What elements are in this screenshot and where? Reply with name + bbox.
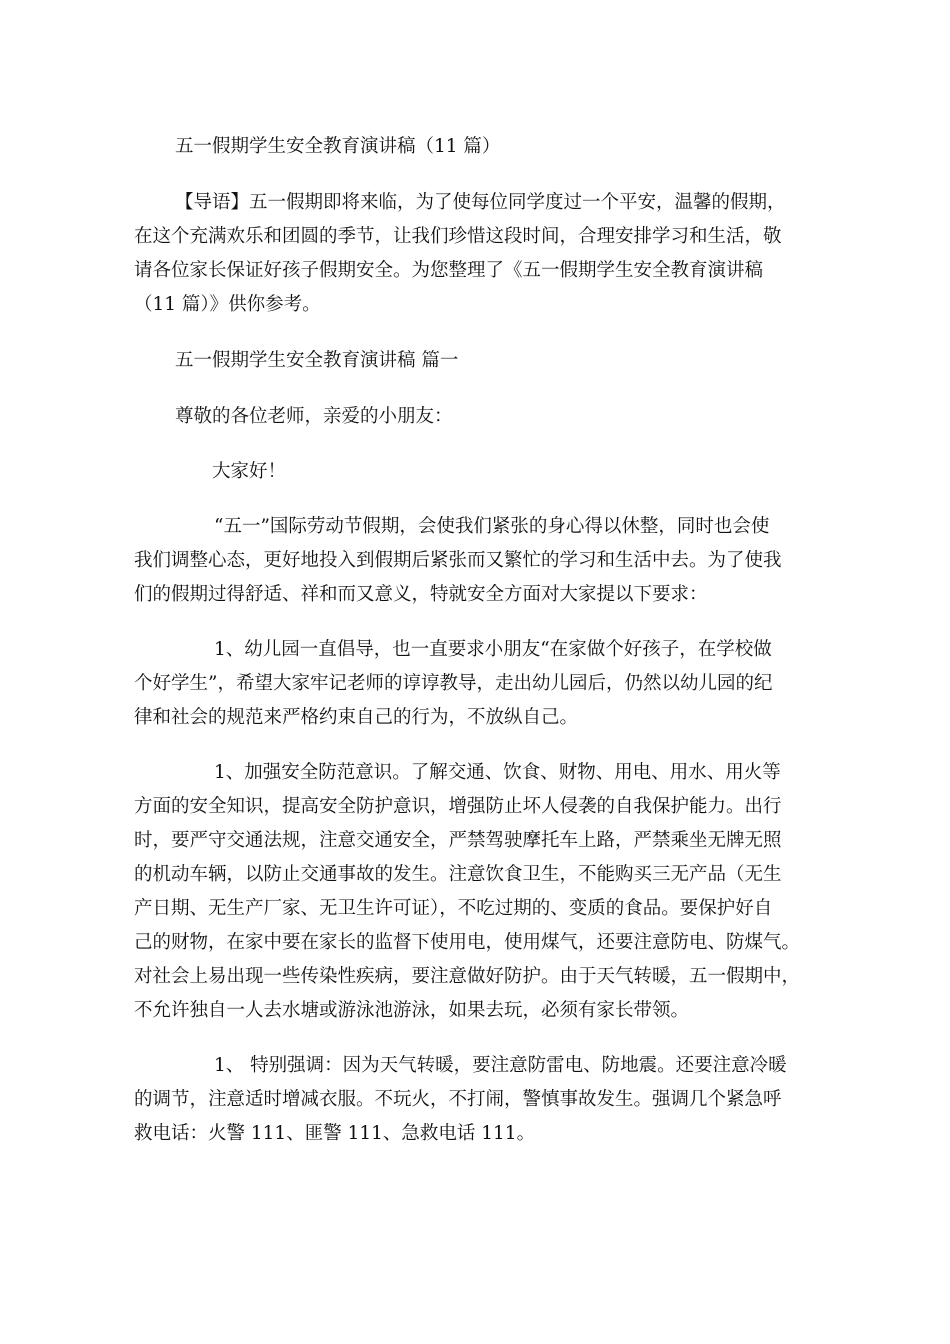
paragraph-line: 的调节，注意适时增减衣服。不玩火，不打闹，警慎事故发生。强调几个紧急呼 xyxy=(134,1089,782,1110)
paragraph-line: 们的假期过得舒适、祥和而又意义，特就安全方面对大家提以下要求： xyxy=(134,584,708,605)
intro-line: 请各位家长保证好孩子假期安全。为您整理了《五一假期学生安全教育演讲稿 xyxy=(134,260,764,281)
greeting: 大家好！ xyxy=(212,461,287,482)
paragraph-line: 己的财物，在家中要在家长的监督下使用电，使用煤气，还要注意防电、防煤气。 xyxy=(134,932,801,953)
salutation: 尊敬的各位老师，亲爱的小朋友： xyxy=(175,406,453,427)
paragraph-line: 个好学生”，希望大家牢记老师的谆谆教导，走出幼儿园后，仍然以幼儿园的纪 xyxy=(134,673,773,694)
paragraph-line: “五一”国际劳动节假期，会使我们紧张的身心得以休整，同时也会使 xyxy=(214,516,770,537)
paragraph-line: 1、加强安全防范意识。了解交通、饮食、财物、用电、用水、用火等 xyxy=(214,762,781,783)
paragraph-line: 我们调整心态，更好地投入到假期后紧张而又繁忙的学习和生活中去。为了使我 xyxy=(134,550,782,571)
paragraph-line: 1、 特别强调：因为天气转暖，要注意防雷电、防地震。还要注意冷暖 xyxy=(214,1055,787,1076)
paragraph-line: 救电话：火警 111、匪警 111、急救电话 111。 xyxy=(134,1123,536,1144)
intro-line: 【导语】五一假期即将来临，为了使每位同学度过一个平安，温馨的假期， xyxy=(175,192,786,213)
paragraph-line: 对社会上易出现一些传染性疾病，要注意做好防护。由于天气转暖，五一假期中， xyxy=(134,966,801,987)
paragraph-line: 产日期、无生产厂家、无卫生许可证），不吃过期的、变质的食品。要保护好自 xyxy=(134,898,773,919)
paragraph-line: 1、幼儿园一直倡导，也一直要求小朋友“在家做个好孩子，在学校做 xyxy=(214,639,772,660)
paragraph-line: 律和社会的规范来严格约束自己的行为，不放纵自己。 xyxy=(134,707,579,728)
paragraph-line: 时，要严守交通法规，注意交通安全，严禁驾驶摩托车上路，严禁乘坐无牌无照 xyxy=(134,830,782,851)
intro-line: 在这个充满欢乐和团圆的季节，让我们珍惜这段时间，合理安排学习和生活，敬 xyxy=(134,226,782,247)
paragraph-line: 不允许独自一人去水塘或游泳池游泳，如果去玩，必须有家长带领。 xyxy=(134,1000,690,1021)
paragraph-line: 的机动车辆，以防止交通事故的发生。注意饮食卫生，不能购买三无产品（无生 xyxy=(134,864,782,885)
intro-line: （11 篇）》供你参考。 xyxy=(134,294,321,315)
section-heading: 五一假期学生安全教育演讲稿 篇一 xyxy=(175,350,459,371)
document-title: 五一假期学生安全教育演讲稿（11 篇） xyxy=(175,136,501,157)
paragraph-line: 方面的安全知识，提高安全防护意识，增强防止坏人侵袭的自我保护能力。出行 xyxy=(134,796,782,817)
